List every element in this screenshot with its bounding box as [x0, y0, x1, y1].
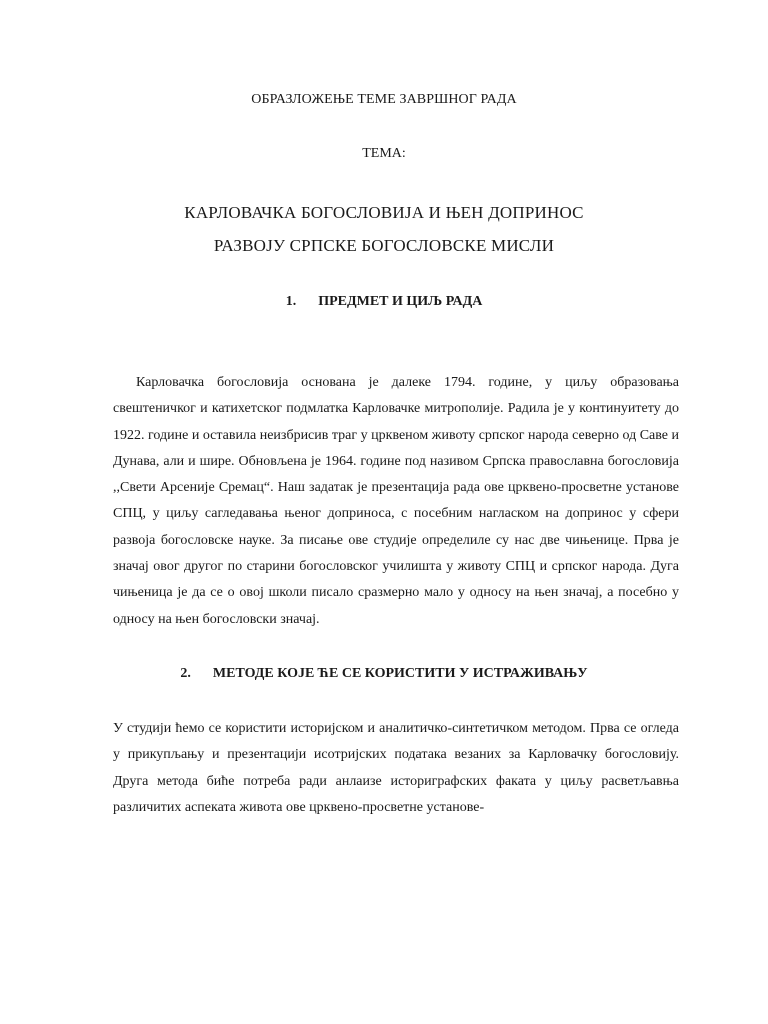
section-2-paragraph: У студији ћемо се користити историјском и аналитичко-синтетичком методом. Прва се огледа у прикупљању и презентацији исотријских података везаних за Карловачку богословију. Друга метода биће потреба ради анлаизе историграфских факата у циљу расветљавња различитих аспеката живота ове црквено-просветне установе- — [113, 721, 679, 815]
section-1-paragraph: Карловачка богословија основана је далеке 1794. године, у циљу образовања свештеничког и катихетског подмлатка Карловачке митрополије. Радила је у континуитету до 1922. године и оставила неизбрисив траг у црквеном животу српског народа северно од Саве и Дунава, али и шире. Обновљена је 1964. године под називом Српска православна богословија ,,Свети Арсеније Сремац“. Наш задатак је презентација рада ове црквено-просветне установе СПЦ, у циљу сагледавања њеног доприноса, с посебним нагласком на допринос у сфери развоја богословске науке. За писање ове студије определиле су нас две чињенице. Прва је значај овог другог по старини богословског училишта у животу СПЦ и српског народа. Дуга чињеница је да се о овој школи писало сразмерно мало у односу на њен значај, а посебно у односу на њен богословски значај. — [113, 375, 679, 627]
document-header: ОБРАЗЛОЖЕЊЕ ТЕМЕ ЗАВРШНОГ РАДА — [251, 92, 517, 107]
section-heading-text: МЕТОДЕ КОЈЕ ЋЕ СЕ КОРИСТИТИ У ИСТРАЖИВАЊУ — [212, 666, 588, 681]
section-number: 2. — [180, 666, 191, 681]
thesis-title-line-1: КАРЛОВАЧКА БОГОСЛОВИЈА И ЊЕН ДОПРИНОС — [184, 203, 584, 222]
section-heading-1 — [0, 294, 768, 310]
section-heading-2 — [0, 666, 768, 682]
tema-label: ТЕМА: — [362, 146, 406, 161]
section-heading-text: ПРЕДМЕТ И ЦИЉ РАДА — [318, 294, 483, 309]
thesis-title-line-2: РАЗВОЈУ СРПСКЕ БОГОСЛОВСКЕ МИСЛИ — [213, 236, 555, 255]
section-number: 1. — [285, 294, 297, 309]
